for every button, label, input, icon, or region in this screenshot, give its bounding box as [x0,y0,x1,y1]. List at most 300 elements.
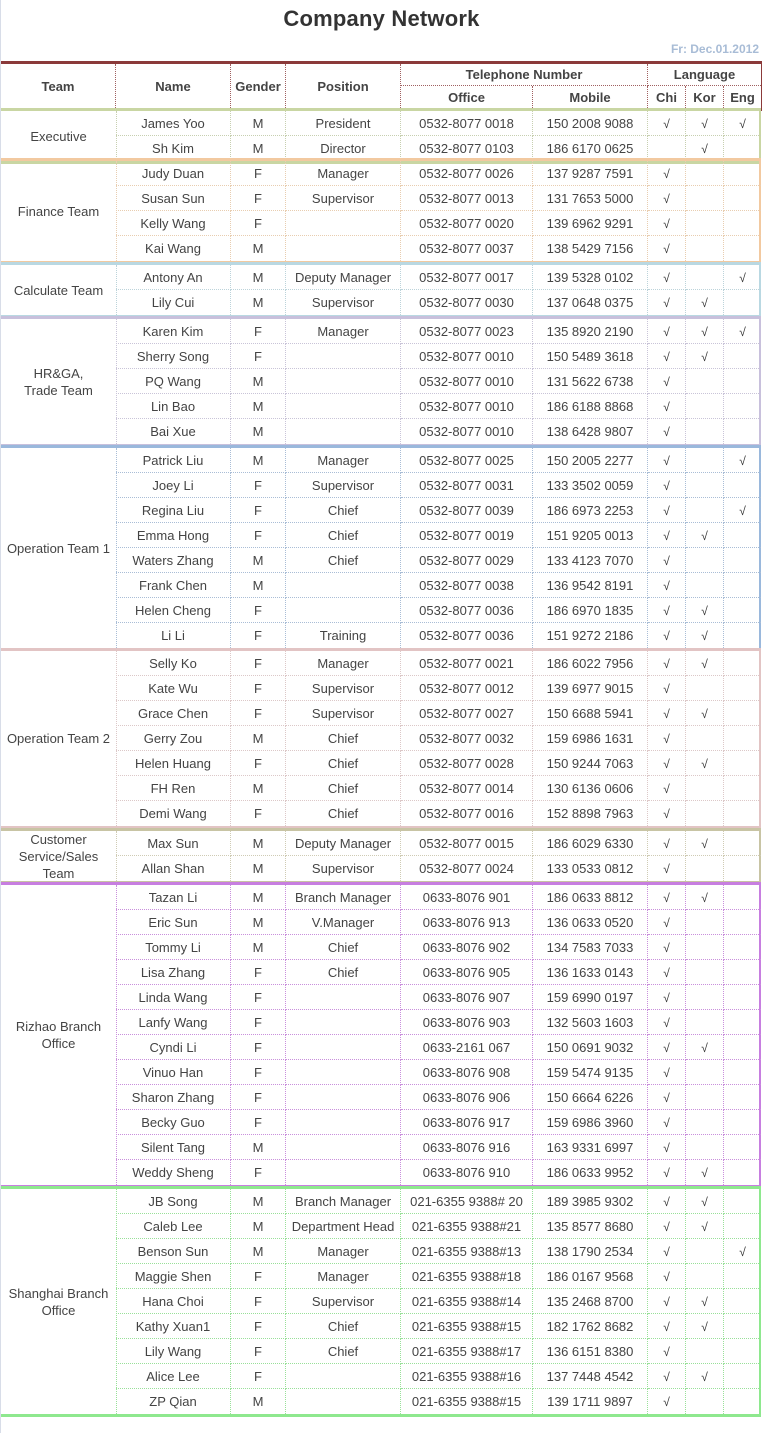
language-kor-cell [686,910,724,935]
table-row [1,1135,759,1160]
language-kor-cell [686,1110,724,1135]
language-kor-cell [686,290,724,315]
name-cell: Kelly Wang [116,211,231,236]
gender-cell: M [231,910,286,935]
position-cell: Chief [286,960,401,985]
office-cell: 0532-8077 0039 [401,498,533,523]
mobile-cell: 136 9542 8191 [533,573,648,598]
check-icon: √ [701,629,708,643]
name-cell: Sherry Song [116,344,231,369]
table-row [1,548,759,573]
check-icon: √ [663,400,670,414]
table-row [1,1160,759,1185]
position-cell: Chief [286,935,401,960]
language-chi-cell [648,548,686,573]
gender-cell: F [231,319,286,344]
language-chi-cell [648,1110,686,1135]
check-icon: √ [663,117,670,131]
language-kor-cell [686,448,724,473]
team-group [1,158,761,264]
check-icon: √ [663,1370,670,1384]
header-mobile: Mobile [533,86,648,108]
language-eng-cell [724,885,761,910]
language-eng-cell [724,111,761,136]
mobile-cell: 150 6688 5941 [533,701,648,726]
language-chi-cell [648,523,686,548]
check-icon: √ [663,862,670,876]
position-cell: Branch Manager [286,885,401,910]
check-icon: √ [701,707,708,721]
name-cell: PQ Wang [116,369,231,394]
language-kor-cell [686,573,724,598]
check-icon: √ [663,732,670,746]
office-cell: 0532-8077 0029 [401,548,533,573]
name-cell: Sharon Zhang [116,1085,231,1110]
position-cell: Chief [286,751,401,776]
check-icon: √ [663,807,670,821]
table-row [1,369,759,394]
position-cell: Manager [286,651,401,676]
office-cell: 0633-8076 903 [401,1010,533,1035]
language-chi-cell [648,885,686,910]
check-icon: √ [663,941,670,955]
table-row [1,344,759,369]
table-row [1,910,759,935]
language-kor-cell [686,1289,724,1314]
language-kor-cell [686,111,724,136]
gender-cell: M [231,856,286,881]
language-chi-cell [648,344,686,369]
language-kor-cell [686,1364,724,1389]
language-chi-cell [648,701,686,726]
language-chi-cell [648,985,686,1010]
check-icon: √ [663,1091,670,1105]
name-cell: JB Song [116,1189,231,1214]
gender-cell: F [231,1085,286,1110]
office-cell: 0532-8077 0026 [401,161,533,186]
table-row [1,623,759,648]
mobile-cell: 186 6022 7956 [533,651,648,676]
language-chi-cell [648,498,686,523]
mobile-cell: 139 1711 9897 [533,1389,648,1414]
language-chi-cell [648,448,686,473]
table-row [1,186,759,211]
check-icon: √ [663,1141,670,1155]
language-chi-cell [648,111,686,136]
name-cell: Judy Duan [116,161,231,186]
name-cell: Tommy Li [116,935,231,960]
name-cell: Selly Ko [116,651,231,676]
header-name: Name [116,64,231,108]
check-icon: √ [663,629,670,643]
table-row [1,885,759,910]
gender-cell: M [231,1135,286,1160]
table-row [1,801,759,826]
check-icon: √ [663,271,670,285]
language-kor-cell [686,498,724,523]
check-icon: √ [663,554,670,568]
check-icon: √ [663,375,670,389]
language-chi-cell [648,1060,686,1085]
name-cell: Patrick Liu [116,448,231,473]
language-eng-cell [724,623,761,648]
gender-cell: F [231,598,286,623]
position-cell: Chief [286,1339,401,1364]
table-row [1,498,759,523]
language-chi-cell [648,290,686,315]
table-row [1,1314,759,1339]
table-row [1,523,759,548]
language-chi-cell [648,1289,686,1314]
check-icon: √ [701,142,708,156]
check-icon: √ [701,657,708,671]
office-cell: 0633-8076 905 [401,960,533,985]
gender-cell: F [231,1289,286,1314]
language-eng-cell [724,1035,761,1060]
language-eng-cell [724,1389,761,1414]
header-telephone: Telephone Number [401,64,648,86]
office-cell: 0633-8076 908 [401,1060,533,1085]
mobile-cell: 136 0633 0520 [533,910,648,935]
position-cell: Supervisor [286,1289,401,1314]
language-kor-cell [686,1010,724,1035]
position-cell: Deputy Manager [286,265,401,290]
position-cell: Supervisor [286,290,401,315]
mobile-cell: 135 2468 8700 [533,1289,648,1314]
language-kor-cell [686,319,724,344]
position-cell: Manager [286,319,401,344]
mobile-cell: 139 6977 9015 [533,676,648,701]
name-cell: Kate Wu [116,676,231,701]
team-name: Finance Team [1,161,117,261]
office-cell: 021-6355 9388#18 [401,1264,533,1289]
check-icon: √ [663,657,670,671]
name-cell: Linda Wang [116,985,231,1010]
language-eng-cell [724,211,761,236]
language-chi-cell [648,369,686,394]
language-eng-cell [724,290,761,315]
gender-cell: M [231,1389,286,1414]
table-row [1,236,759,261]
mobile-cell: 150 0691 9032 [533,1035,648,1060]
office-cell: 0532-8077 0016 [401,801,533,826]
table-row [1,751,759,776]
gender-cell: M [231,1214,286,1239]
office-cell: 0532-8077 0010 [401,419,533,444]
name-cell: Bai Xue [116,419,231,444]
gender-cell: F [231,751,286,776]
check-icon: √ [663,916,670,930]
office-cell: 0532-8077 0017 [401,265,533,290]
language-chi-cell [648,935,686,960]
language-eng-cell [724,1189,761,1214]
position-cell: Chief [286,801,401,826]
mobile-cell: 186 6973 2253 [533,498,648,523]
mobile-cell: 186 0167 9568 [533,1264,648,1289]
office-cell: 021-6355 9388#17 [401,1339,533,1364]
name-cell: Frank Chen [116,573,231,598]
table-row [1,856,759,881]
office-cell: 0633-2161 067 [401,1035,533,1060]
mobile-cell: 131 5622 6738 [533,369,648,394]
office-cell: 0633-8076 916 [401,1135,533,1160]
gender-cell: M [231,548,286,573]
table-row [1,1189,759,1214]
position-cell: Chief [286,726,401,751]
language-eng-cell [724,394,761,419]
table-row [1,651,759,676]
check-icon: √ [663,1320,670,1334]
mobile-cell: 137 9287 7591 [533,161,648,186]
date-label: Fr: Dec.01.2012 [670,42,759,56]
language-kor-cell [686,935,724,960]
position-cell [286,1364,401,1389]
check-icon: √ [701,1295,708,1309]
table-row [1,161,759,186]
check-icon: √ [663,966,670,980]
position-cell: V.Manager [286,910,401,935]
check-icon: √ [663,296,670,310]
mobile-cell: 186 6029 6330 [533,831,648,856]
language-kor-cell [686,1160,724,1185]
office-cell: 0532-8077 0013 [401,186,533,211]
language-eng-cell [724,985,761,1010]
language-eng-cell [724,651,761,676]
office-cell: 0633-8076 902 [401,935,533,960]
language-kor-cell [686,548,724,573]
office-cell: 021-6355 9388#14 [401,1289,533,1314]
language-kor-cell [686,623,724,648]
language-kor-cell [686,726,724,751]
position-cell [286,394,401,419]
mobile-cell: 139 5328 0102 [533,265,648,290]
language-eng-cell [724,1289,761,1314]
language-chi-cell [648,801,686,826]
gender-cell: F [231,473,286,498]
office-cell: 0633-8076 907 [401,985,533,1010]
language-eng-cell [724,776,761,801]
name-cell: Alice Lee [116,1364,231,1389]
language-chi-cell [648,856,686,881]
mobile-cell: 186 0633 8812 [533,885,648,910]
office-cell: 0532-8077 0023 [401,319,533,344]
name-cell: James Yoo [116,111,231,136]
check-icon: √ [663,1116,670,1130]
language-kor-cell [686,751,724,776]
check-icon: √ [663,325,670,339]
language-eng-cell [724,801,761,826]
gender-cell: F [231,498,286,523]
header-eng: Eng [730,89,755,105]
gender-cell: F [231,1339,286,1364]
position-cell: Chief [286,1314,401,1339]
check-icon: √ [663,1195,670,1209]
team-name: Operation Team 1 [1,448,117,648]
mobile-cell: 131 7653 5000 [533,186,648,211]
position-cell: Supervisor [286,186,401,211]
language-kor-cell [686,265,724,290]
check-icon: √ [663,242,670,256]
team-group [1,828,761,884]
check-icon: √ [663,504,670,518]
mobile-cell: 186 6170 0625 [533,136,648,161]
check-icon: √ [663,757,670,771]
language-eng-cell [724,369,761,394]
name-cell: Waters Zhang [116,548,231,573]
mobile-cell: 159 6986 3960 [533,1110,648,1135]
name-cell: Allan Shan [116,856,231,881]
language-kor-cell [686,1389,724,1414]
office-cell: 0532-8077 0032 [401,726,533,751]
language-eng-cell [724,161,761,186]
position-cell [286,369,401,394]
check-icon: √ [663,1270,670,1284]
position-cell [286,1035,401,1060]
language-chi-cell [648,1339,686,1364]
position-cell [286,1389,401,1414]
name-cell: ZP Qian [116,1389,231,1414]
check-icon: √ [739,504,746,518]
gender-cell: F [231,161,286,186]
table-row [1,985,759,1010]
gender-cell: F [231,651,286,676]
table-row [1,1389,759,1414]
position-cell [286,344,401,369]
check-icon: √ [701,604,708,618]
table-row [1,1264,759,1289]
position-cell [286,236,401,261]
language-kor-cell [686,801,724,826]
mobile-cell: 133 3502 0059 [533,473,648,498]
mobile-cell: 150 9244 7063 [533,751,648,776]
office-cell: 0633-8076 906 [401,1085,533,1110]
table-row [1,1289,759,1314]
mobile-cell: 150 5489 3618 [533,344,648,369]
position-cell: Deputy Manager [286,831,401,856]
name-cell: Gerry Zou [116,726,231,751]
name-cell: Caleb Lee [116,1214,231,1239]
team-name: Shanghai Branch Office [1,1189,117,1414]
office-cell: 0532-8077 0030 [401,290,533,315]
position-cell [286,1135,401,1160]
team-name: Rizhao Branch Office [1,885,117,1185]
gender-cell: F [231,186,286,211]
language-chi-cell [648,1085,686,1110]
gender-cell: M [231,290,286,315]
language-kor-cell [686,473,724,498]
office-cell: 0532-8077 0018 [401,111,533,136]
table-row [1,290,759,315]
check-icon: √ [701,1220,708,1234]
gender-cell: F [231,1010,286,1035]
check-icon: √ [701,1370,708,1384]
mobile-cell: 186 0633 9952 [533,1160,648,1185]
language-eng-cell [724,1085,761,1110]
check-icon: √ [663,217,670,231]
position-cell: Branch Manager [286,1189,401,1214]
office-cell: 0532-8077 0010 [401,344,533,369]
gender-cell: M [231,776,286,801]
check-icon: √ [663,454,670,468]
position-cell: Chief [286,498,401,523]
gender-cell: M [231,831,286,856]
gender-cell: F [231,1364,286,1389]
language-kor-cell [686,701,724,726]
language-kor-cell [686,344,724,369]
language-eng-cell [724,676,761,701]
check-icon: √ [739,271,746,285]
header-chi: Chi [648,86,686,108]
mobile-cell: 134 7583 7033 [533,935,648,960]
check-icon: √ [701,350,708,364]
check-icon: √ [701,1320,708,1334]
name-cell: Lily Cui [116,290,231,315]
office-cell: 0633-8076 901 [401,885,533,910]
name-cell: Cyndi Li [116,1035,231,1060]
name-cell: Becky Guo [116,1110,231,1135]
check-icon: √ [701,325,708,339]
mobile-cell: 132 5603 1603 [533,1010,648,1035]
gender-cell: M [231,394,286,419]
position-cell [286,1060,401,1085]
language-eng-cell [724,856,761,881]
position-cell: President [286,111,401,136]
team-group [1,1186,761,1417]
position-cell: Manager [286,1239,401,1264]
mobile-cell: 135 8577 8680 [533,1214,648,1239]
team-name: Executive [1,111,117,161]
language-kor-cell [686,676,724,701]
header-gender: Gender [231,64,286,108]
header-position: Position [286,64,401,108]
language-eng-cell [724,1239,761,1264]
language-eng-cell [724,960,761,985]
table-row [1,394,759,419]
check-icon: √ [701,891,708,905]
mobile-cell: 130 6136 0606 [533,776,648,801]
gender-cell: F [231,523,286,548]
language-chi-cell [648,1314,686,1339]
table-row [1,1364,759,1389]
language-chi-cell [648,910,686,935]
name-cell: Helen Cheng [116,598,231,623]
language-kor-cell [686,1314,724,1339]
team-group [1,882,761,1188]
check-icon: √ [663,1166,670,1180]
language-kor-cell [686,161,724,186]
language-kor-cell [686,651,724,676]
mobile-cell: 137 7448 4542 [533,1364,648,1389]
language-eng-cell [724,319,761,344]
mobile-cell: 150 2005 2277 [533,448,648,473]
table-row [1,1214,759,1239]
office-cell: 021-6355 9388#15 [401,1389,533,1414]
name-cell: Lisa Zhang [116,960,231,985]
position-cell: Director [286,136,401,161]
language-eng-cell [724,598,761,623]
office-cell: 021-6355 9388#16 [401,1364,533,1389]
language-chi-cell [648,236,686,261]
mobile-cell: 138 1790 2534 [533,1239,648,1264]
language-eng-cell [724,1160,761,1185]
check-icon: √ [663,192,670,206]
language-eng-cell [724,1264,761,1289]
gender-cell: M [231,419,286,444]
team-group [1,648,761,829]
position-cell [286,985,401,1010]
name-cell: Lanfy Wang [116,1010,231,1035]
language-eng-cell [724,186,761,211]
